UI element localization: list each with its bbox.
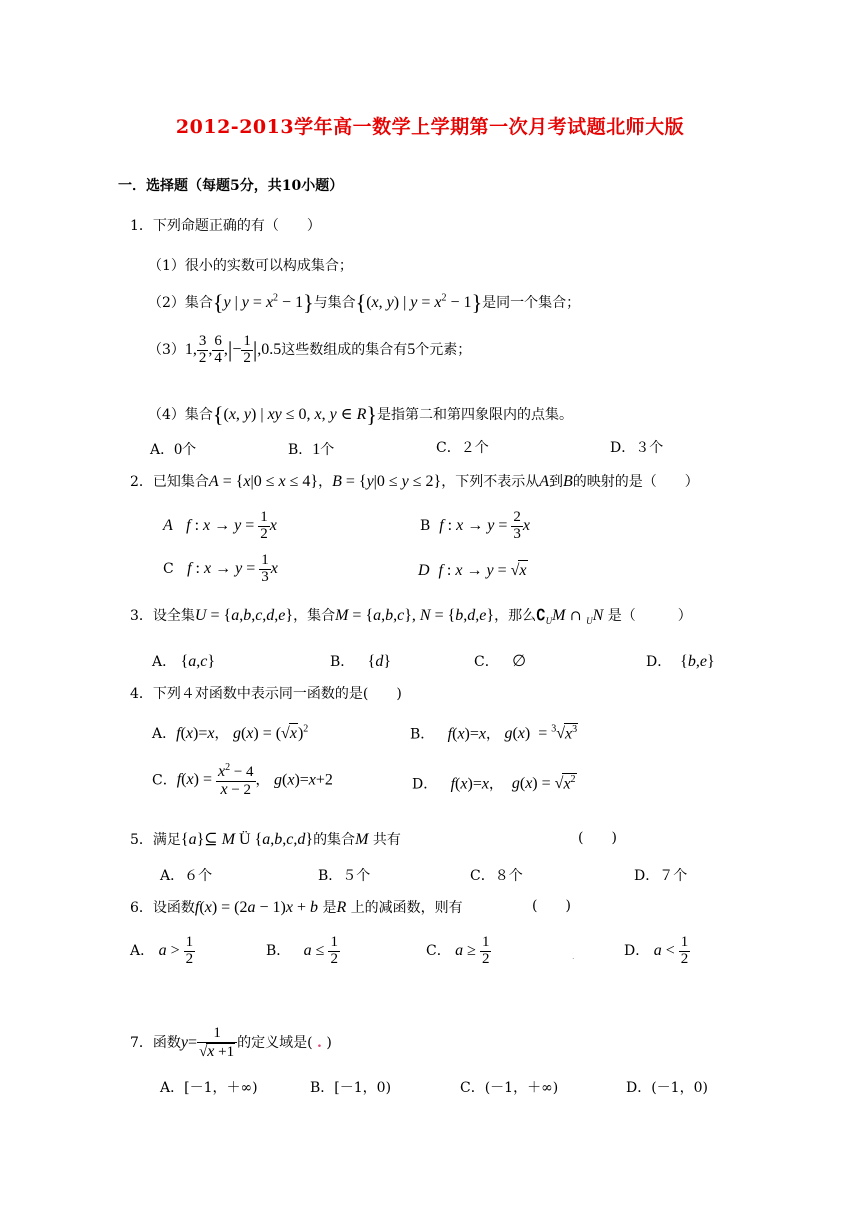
question-1-statement-2: （2）集合{y | $y = x^2 - 1$}与集合{(x, y) | $y = x^2 - 1$}是同一个集合； xyxy=(148,290,581,315)
question-1-statement-4: （4）集合{(x, y) | xy ≤ 0, x, y ∈ R}是指第二和第四象限内的点集。 xyxy=(148,402,573,427)
question-6-stem: 6．设函数f(x) = (2a − 1)x + b 是R 上的减函数，则有 xyxy=(130,899,463,916)
question-1-option-b: B．1个 xyxy=(288,441,335,458)
question-4-option-c: C．f(x) = $\frac{x^2 - 4}{x - 2}$ ， g(x)=x+2 xyxy=(152,762,333,798)
question-6-option-c: C． a ≥ $\frac{1}{2}$ xyxy=(426,934,490,967)
question-7-option-a: A．[－1，＋∞) xyxy=(160,1080,258,1096)
question-1-option-d: D．３个 xyxy=(610,440,664,456)
question-6-answer-paren: ( ) xyxy=(532,898,571,914)
question-7-option-c: C．(－1，＋∞) xyxy=(460,1080,559,1096)
question-2-option-b: B f : x → y = $\frac{2}{3}$ x xyxy=(420,509,530,542)
question-1-option-a: A．0个 xyxy=(150,441,197,458)
question-6-option-d: D． a < $\frac{1}{2}$ xyxy=(624,934,689,967)
question-6-option-b: B． a ≤ $\frac{1}{2}$ xyxy=(266,934,338,967)
question-5-answer-paren: ( ) xyxy=(578,830,617,846)
section-heading: 一．选择题（每题5分，共10小题） xyxy=(118,178,344,194)
question-2-stem: 2．已知集合A = {x|0 ≤ x ≤ 4}，B = {y|0 ≤ y ≤ 2}，下列不表示从A到B的映射的是（ ） xyxy=(130,473,699,490)
question-6-option-a: A． a > $\frac{1}{2}$ xyxy=(130,934,194,967)
question-3-option-b: B． {d} xyxy=(330,653,392,670)
question-7-option-b: B．[－1，0) xyxy=(310,1080,392,1096)
question-2-option-c: C f : x → y = $\frac{1}{3}$ x xyxy=(163,552,278,585)
question-4-stem: 4．下列４对函数中表示同一函数的是( ) xyxy=(130,686,402,702)
page-title: 2012-2013学年高一数学上学期第一次月考试题北师大版 xyxy=(175,116,685,138)
stray-dot: . xyxy=(572,952,575,961)
question-1-statement-1: （1）很小的实数可以构成集合； xyxy=(148,258,353,274)
question-2-option-d: D f : x → y = √x xyxy=(418,562,527,579)
question-5-option-c: C．８个 xyxy=(470,868,523,884)
question-2-option-a: A f : x → y = $\frac{1}{2}$ x xyxy=(163,509,277,542)
question-4-option-b: B． f(x)=x， $g(x) = ^3√x^3$ xyxy=(410,724,578,743)
question-4-option-d: D． f(x)=x， $g(x) = √x^2$ xyxy=(412,774,576,793)
question-3-option-a: A． {a,c} xyxy=(152,653,216,670)
question-5-option-b: B．５个 xyxy=(318,868,371,884)
question-3-option-d: D． {b,e} xyxy=(646,653,715,670)
question-5-option-a: A．６个 xyxy=(160,868,213,884)
question-7-option-d: D．(－1，0) xyxy=(626,1080,708,1096)
question-3-option-c: C． ∅ xyxy=(474,653,527,670)
question-1-stem: 1．下列命题正确的有（ ） xyxy=(130,218,321,234)
question-1-option-c: C．２个 xyxy=(436,440,489,456)
question-4-option-a: A．f(x)=x， $g(x) = (√x)^2$ xyxy=(152,723,309,742)
question-7-stem: 7．函数y= $\frac{1}{√x +1}$ 的定义域是( . ) xyxy=(130,1025,332,1060)
question-5-option-d: D．７个 xyxy=(634,868,688,884)
question-3-stem: 3．设全集U = {a,b,c,d,e}，集合M = {a,b,c}, N = {b,d,e}，那么$∁_UM$ ∩ $_U$N 是（ ） xyxy=(130,606,692,626)
question-5-stem: 5．满足{a}⊆ M Ü {a,b,c,d}的集合M 共有 xyxy=(130,831,401,848)
question-1-statement-3: （3）1, $\frac{3}{2}$ , $\frac{6}{4}$ ,|− $\frac{1}{2}$ |,0.5这些数组成的集合有5个元素； xyxy=(148,333,472,366)
